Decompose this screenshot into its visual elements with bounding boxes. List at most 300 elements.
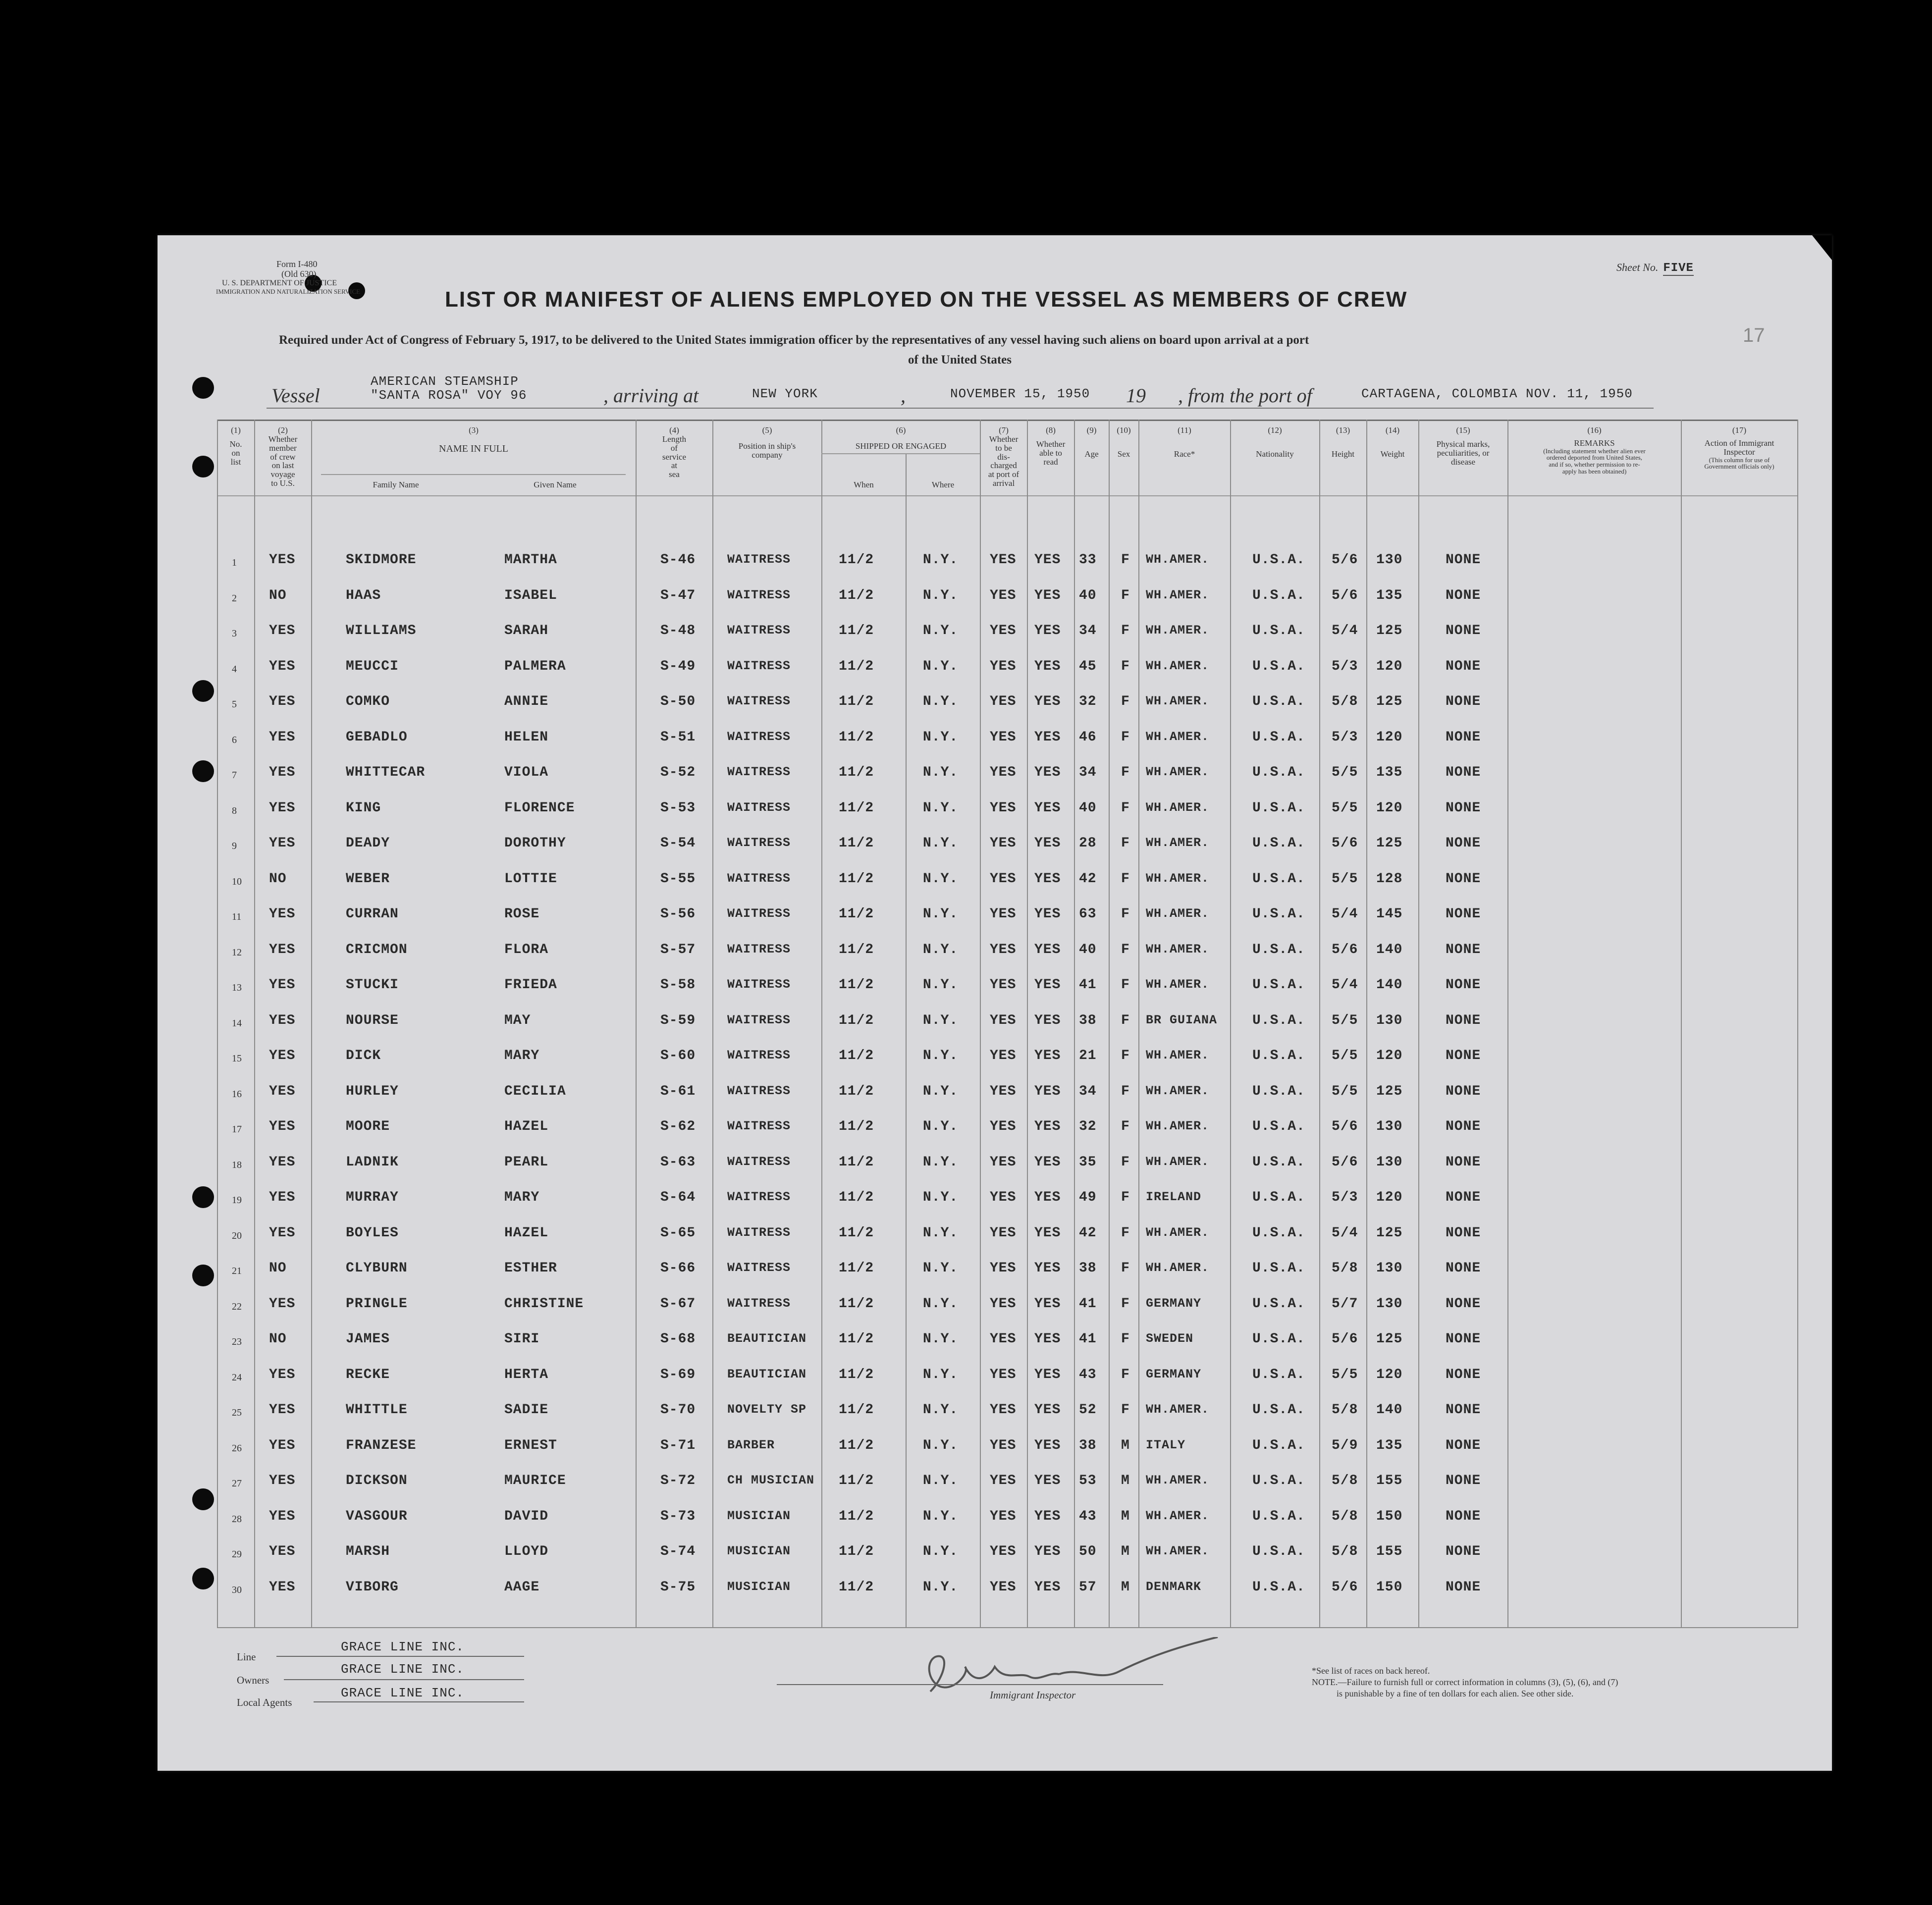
length-of-service: S-61 (660, 1083, 696, 1099)
length-of-service: S-49 (660, 658, 696, 674)
family-name: MURRAY (346, 1190, 399, 1205)
height: 5/4 (1332, 906, 1358, 922)
header-inspector-action (1681, 426, 1797, 470)
race: WH.AMER. (1146, 623, 1210, 637)
given-name: FLORA (504, 942, 549, 957)
header-line: able to (1039, 448, 1062, 458)
owners-label: Owners (237, 1674, 269, 1686)
crew-number: 25 (232, 1407, 242, 1418)
sex: F (1121, 1402, 1130, 1418)
punch-hole (192, 456, 214, 477)
weight: 150 (1376, 1579, 1403, 1595)
crew-member-last-voyage: YES (269, 1225, 296, 1241)
physical-marks: NONE (1446, 1261, 1481, 1276)
shipped-where: N.Y. (923, 871, 959, 887)
header-line: sea (669, 470, 680, 479)
length-of-service: S-65 (660, 1225, 696, 1241)
race: WH.AMER. (1146, 1154, 1210, 1169)
sex: M (1121, 1437, 1130, 1453)
race: WH.AMER. (1146, 906, 1210, 921)
nationality: U.S.A. (1252, 1119, 1305, 1134)
race: WH.AMER. (1146, 1402, 1210, 1417)
shipped-when: 11/2 (839, 1012, 874, 1028)
length-of-service: S-63 (660, 1154, 696, 1170)
header-line: (5) (762, 425, 772, 435)
race: SWEDEN (1146, 1331, 1194, 1346)
to-be-discharged: YES (990, 942, 1017, 957)
header-line: Action of Immigrant (1704, 438, 1774, 448)
weight: 120 (1376, 800, 1403, 816)
height: 5/5 (1332, 1367, 1358, 1382)
requirement-line-1: Required under Act of Congress of February 5, 1917, to be delivered to the United States immigration officer by the representatives of any vessel having such aliens on board upon arrival at a port (279, 333, 1309, 347)
age: 46 (1079, 729, 1097, 745)
crew-member-last-voyage: YES (269, 1048, 296, 1063)
weight: 125 (1376, 623, 1403, 638)
shipped-where: N.Y. (923, 1012, 959, 1028)
shipped-where: N.Y. (923, 1261, 959, 1276)
able-to-read: YES (1034, 871, 1061, 887)
position: MUSICIAN (727, 1544, 791, 1558)
able-to-read: YES (1034, 694, 1061, 709)
physical-marks: NONE (1446, 1154, 1481, 1170)
position: MUSICIAN (727, 1508, 791, 1523)
given-name: HELEN (504, 729, 549, 745)
weight: 135 (1376, 765, 1403, 780)
to-be-discharged: YES (990, 1225, 1017, 1241)
to-be-discharged: YES (990, 977, 1017, 993)
race: WH.AMER. (1146, 1261, 1210, 1275)
length-of-service: S-58 (660, 977, 696, 993)
header-line: list (230, 457, 241, 467)
to-be-discharged: YES (990, 1190, 1017, 1205)
weight: 145 (1376, 906, 1403, 922)
shipped-where: N.Y. (923, 1190, 959, 1205)
weight: 155 (1376, 1473, 1403, 1488)
header-line: apply has been obtained) (1562, 467, 1627, 475)
crew-number: 1 (232, 557, 237, 568)
sex: F (1121, 1154, 1130, 1170)
shipped-when: 11/2 (839, 1437, 874, 1453)
shipped-when: 11/2 (839, 1402, 874, 1418)
arrival-date: NOVEMBER 15, 1950 (950, 386, 1090, 401)
nationality: U.S.A. (1252, 1473, 1305, 1488)
crew-member-last-voyage: YES (269, 1012, 296, 1028)
sex: M (1121, 1544, 1130, 1559)
position: WAITRESS (727, 1190, 791, 1204)
department: U. S. DEPARTMENT OF JUSTICE (222, 279, 337, 287)
height: 5/4 (1332, 623, 1358, 638)
shipped-where: N.Y. (923, 552, 959, 568)
position: BEAUTICIAN (727, 1331, 807, 1346)
crew-member-last-voyage: YES (269, 836, 296, 851)
shipped-where: N.Y. (923, 1508, 959, 1524)
crew-number: 22 (232, 1301, 242, 1312)
crew-member-last-voyage: YES (269, 942, 296, 957)
given-name: LLOYD (504, 1544, 549, 1559)
given-name: PEARL (504, 1154, 549, 1170)
header-discharged (980, 426, 1027, 488)
able-to-read: YES (1034, 1083, 1061, 1099)
page-mark: 17 (1743, 324, 1765, 346)
shipped-where: N.Y. (923, 1048, 959, 1063)
sex: F (1121, 1261, 1130, 1276)
crew-member-last-voyage: YES (269, 977, 296, 993)
given-name: MARY (504, 1190, 540, 1205)
position: WAITRESS (727, 1048, 791, 1062)
length-of-service: S-53 (660, 800, 696, 816)
header-line: (16) (1587, 425, 1602, 435)
length-of-service: S-48 (660, 623, 696, 638)
sex: F (1121, 1119, 1130, 1134)
crew-number: 15 (232, 1053, 242, 1064)
sex: F (1121, 871, 1130, 887)
header-line: ordered deported from United States, (1546, 454, 1643, 462)
shipped-when: 11/2 (839, 694, 874, 709)
to-be-discharged: YES (990, 1261, 1017, 1276)
header-sex (1109, 426, 1138, 459)
nationality: U.S.A. (1252, 587, 1305, 603)
shipped-where: N.Y. (923, 765, 959, 780)
length-of-service: S-56 (660, 906, 696, 922)
sex: F (1121, 1190, 1130, 1205)
vessel-label: Vessel (271, 384, 320, 407)
crew-member-last-voyage: YES (269, 729, 296, 745)
table-row (158, 588, 1792, 608)
note-races: *See list of races on back hereof. (1312, 1666, 1430, 1676)
physical-marks: NONE (1446, 1402, 1481, 1418)
height: 5/6 (1332, 942, 1358, 957)
to-be-discharged: YES (990, 1331, 1017, 1347)
to-be-discharged: YES (990, 729, 1017, 745)
position: WAITRESS (727, 587, 791, 602)
crew-number: 12 (232, 947, 242, 958)
shipped-where: N.Y. (923, 942, 959, 957)
nationality: U.S.A. (1252, 1508, 1305, 1524)
race: GERMANY (1146, 1367, 1202, 1381)
length-of-service: S-47 (660, 587, 696, 603)
nationality: U.S.A. (1252, 765, 1305, 780)
age: 35 (1079, 1154, 1097, 1170)
crew-number: 10 (232, 876, 242, 887)
year-label: 19 (1126, 384, 1146, 407)
to-be-discharged: YES (990, 587, 1017, 603)
crew-number: 26 (232, 1442, 242, 1454)
shipped-when: 11/2 (839, 1331, 874, 1347)
given-name: CECILIA (504, 1083, 566, 1099)
physical-marks: NONE (1446, 1367, 1481, 1382)
height: 5/3 (1332, 658, 1358, 674)
height: 5/5 (1332, 800, 1358, 816)
length-of-service: S-60 (660, 1048, 696, 1063)
family-name: STUCKI (346, 977, 399, 993)
crew-number: 7 (232, 770, 237, 781)
header-line: (7) (999, 425, 1009, 435)
family-name: NOURSE (346, 1012, 399, 1028)
height: 5/6 (1332, 1579, 1358, 1595)
position: WAITRESS (727, 800, 791, 815)
physical-marks: NONE (1446, 1048, 1481, 1063)
position: MUSICIAN (727, 1579, 791, 1594)
table-row (158, 1225, 1792, 1245)
physical-marks: NONE (1446, 1012, 1481, 1028)
header-line: Physical marks, (1436, 439, 1490, 449)
able-to-read: YES (1034, 942, 1061, 957)
family-name: RECKE (346, 1367, 390, 1382)
shipped-when: 11/2 (839, 587, 874, 603)
shipped-when: 11/2 (839, 871, 874, 887)
shipped-where: N.Y. (923, 1331, 959, 1347)
table-row (158, 1438, 1792, 1458)
crew-member-last-voyage: YES (269, 1154, 296, 1170)
age: 32 (1079, 694, 1097, 709)
able-to-read: YES (1034, 765, 1061, 780)
weight: 120 (1376, 1367, 1403, 1382)
age: 28 (1079, 836, 1097, 851)
header-shipped (822, 426, 980, 451)
table-row (158, 730, 1792, 749)
nationality: U.S.A. (1252, 942, 1305, 957)
physical-marks: NONE (1446, 694, 1481, 709)
able-to-read: YES (1034, 658, 1061, 674)
header-line: and if so, whether permission to re- (1549, 460, 1640, 468)
weight: 140 (1376, 1402, 1403, 1418)
able-to-read: YES (1034, 1473, 1061, 1488)
weight: 130 (1376, 1119, 1403, 1134)
crew-member-last-voyage: YES (269, 800, 296, 816)
height: 5/8 (1332, 1508, 1358, 1524)
height: 5/3 (1332, 729, 1358, 745)
crew-number: 13 (232, 982, 242, 993)
header-when: When (854, 480, 874, 489)
race: WH.AMER. (1146, 765, 1210, 779)
arriving-port: NEW YORK (752, 386, 818, 401)
family-name: HAAS (346, 587, 381, 603)
crew-number: 6 (232, 734, 237, 745)
family-name: WILLIAMS (346, 623, 417, 638)
header-no (218, 426, 254, 466)
header-line: Inspector (1723, 447, 1755, 457)
owners-rule (284, 1679, 524, 1680)
crew-number: 11 (232, 911, 242, 922)
physical-marks: NONE (1446, 587, 1481, 603)
nationality: U.S.A. (1252, 1261, 1305, 1276)
height: 5/6 (1332, 1119, 1358, 1134)
crew-number: 17 (232, 1124, 242, 1135)
length-of-service: S-57 (660, 942, 696, 957)
family-name: CRICMON (346, 942, 408, 957)
length-of-service: S-52 (660, 765, 696, 780)
header-line: (11) (1178, 425, 1191, 435)
page-title: LIST OR MANIFEST OF ALIENS EMPLOYED ON THE VESSEL AS MEMBERS OF CREW (445, 287, 1408, 312)
shipped-when: 11/2 (839, 1296, 874, 1312)
weight: 120 (1376, 658, 1403, 674)
crew-member-last-voyage: YES (269, 1402, 296, 1418)
weight: 130 (1376, 552, 1403, 568)
agents-rule (314, 1701, 524, 1702)
header-given-name: Given Name (534, 480, 577, 489)
given-name: SIRI (504, 1331, 540, 1347)
nationality: U.S.A. (1252, 552, 1305, 568)
position: WAITRESS (727, 1012, 791, 1027)
header-line: (10) (1117, 425, 1131, 435)
nationality: U.S.A. (1252, 836, 1305, 851)
race: DENMARK (1146, 1579, 1202, 1594)
header-line: voyage (270, 470, 295, 479)
crew-number: 18 (232, 1159, 242, 1170)
shipped-when: 11/2 (839, 1367, 874, 1382)
height: 5/8 (1332, 1544, 1358, 1559)
position: WAITRESS (727, 623, 791, 637)
weight: 125 (1376, 1083, 1403, 1099)
header-crew-member (255, 426, 311, 488)
shipped-when: 11/2 (839, 729, 874, 745)
sex: M (1121, 1473, 1130, 1488)
note-penalty-cont: is punishable by a fine of ten dollars for each alien. See other side. (1337, 1689, 1574, 1698)
sex: F (1121, 1083, 1130, 1099)
crew-member-last-voyage: NO (269, 587, 287, 603)
physical-marks: NONE (1446, 1296, 1481, 1312)
table-row (158, 1580, 1792, 1599)
able-to-read: YES (1034, 1437, 1061, 1453)
given-name: ANNIE (504, 694, 549, 709)
age: 34 (1079, 765, 1097, 780)
weight: 125 (1376, 836, 1403, 851)
weight: 135 (1376, 587, 1403, 603)
age: 33 (1079, 552, 1097, 568)
age: 38 (1079, 1437, 1097, 1453)
able-to-read: YES (1034, 1367, 1061, 1382)
header-where: Where (931, 480, 955, 489)
to-be-discharged: YES (990, 1579, 1017, 1595)
family-name: WEBER (346, 871, 390, 887)
crew-member-last-voyage: YES (269, 623, 296, 638)
race: WH.AMER. (1146, 694, 1210, 708)
to-be-discharged: YES (990, 1048, 1017, 1063)
position: WAITRESS (727, 552, 791, 567)
shipped-where: N.Y. (923, 1402, 959, 1418)
race: WH.AMER. (1146, 1119, 1210, 1133)
sex: F (1121, 552, 1130, 568)
age: 42 (1079, 871, 1097, 887)
physical-marks: NONE (1446, 1225, 1481, 1241)
given-name: ERNEST (504, 1437, 557, 1453)
age: 52 (1079, 1402, 1097, 1418)
sex: F (1121, 623, 1130, 638)
given-name: HAZEL (504, 1225, 549, 1241)
agents-label: Local Agents (237, 1696, 292, 1708)
form-number: Form I-480 (276, 259, 318, 269)
to-be-discharged: YES (990, 1402, 1017, 1418)
weight: 155 (1376, 1544, 1403, 1559)
length-of-service: S-54 (660, 836, 696, 851)
header-read (1027, 426, 1074, 466)
height: 5/6 (1332, 587, 1358, 603)
header-line: (12) (1268, 425, 1282, 435)
physical-marks: NONE (1446, 1331, 1481, 1347)
shipped-where: N.Y. (923, 1296, 959, 1312)
physical-marks: NONE (1446, 552, 1481, 568)
position: BEAUTICIAN (727, 1367, 807, 1381)
weight: 140 (1376, 942, 1403, 957)
given-name: ISABEL (504, 587, 557, 603)
sex: F (1121, 694, 1130, 709)
nationality: U.S.A. (1252, 623, 1305, 638)
weight: 120 (1376, 1190, 1403, 1205)
sex: F (1121, 1225, 1130, 1241)
family-name: DICK (346, 1048, 381, 1063)
able-to-read: YES (1034, 1012, 1061, 1028)
crew-number: 8 (232, 805, 237, 816)
sex: F (1121, 1012, 1130, 1028)
age: 50 (1079, 1544, 1097, 1559)
line-label: Line (237, 1651, 256, 1663)
height: 5/3 (1332, 1190, 1358, 1205)
weight: 130 (1376, 1261, 1403, 1276)
shipped-when: 11/2 (839, 836, 874, 851)
given-name: DOROTHY (504, 836, 566, 851)
position: WAITRESS (727, 729, 791, 744)
shipped-when: 11/2 (839, 765, 874, 780)
table-row (158, 871, 1792, 891)
header-line: Whether (268, 434, 298, 444)
weight: 135 (1376, 1437, 1403, 1453)
weight: 130 (1376, 1154, 1403, 1170)
header-line: charged (990, 461, 1017, 471)
given-name: MARTHA (504, 552, 557, 568)
header-weight (1367, 426, 1418, 459)
able-to-read: YES (1034, 729, 1061, 745)
sex: F (1121, 658, 1130, 674)
height: 5/8 (1332, 1261, 1358, 1276)
length-of-service: S-71 (660, 1437, 696, 1453)
shipped-when: 11/2 (839, 623, 874, 638)
header-line: dis- (997, 452, 1010, 462)
header-line: on (231, 448, 240, 458)
shipped-when: 11/2 (839, 1579, 874, 1595)
age: 49 (1079, 1190, 1097, 1205)
to-be-discharged: YES (990, 765, 1017, 780)
position: WAITRESS (727, 1225, 791, 1240)
position: WAITRESS (727, 836, 791, 850)
table-top-rule (217, 420, 1797, 421)
able-to-read: YES (1034, 977, 1061, 993)
sheet-label: Sheet No. (1616, 261, 1659, 273)
able-to-read: YES (1034, 1579, 1061, 1595)
shipped-where: N.Y. (923, 836, 959, 851)
nationality: U.S.A. (1252, 977, 1305, 993)
able-to-read: YES (1034, 1331, 1061, 1347)
age: 40 (1079, 587, 1097, 603)
given-name: ESTHER (504, 1261, 557, 1276)
table-row (158, 836, 1792, 855)
shipped-when: 11/2 (839, 1048, 874, 1063)
crew-number: 19 (232, 1195, 242, 1206)
position: WAITRESS (727, 906, 791, 921)
able-to-read: YES (1034, 623, 1061, 638)
nationality: U.S.A. (1252, 1296, 1305, 1312)
header-line: Position in ship's (738, 441, 796, 451)
header-line: (9) (1086, 425, 1097, 435)
race: WH.AMER. (1146, 836, 1210, 850)
header-line: Nationality (1256, 449, 1294, 459)
shipped-when: 11/2 (839, 1261, 874, 1276)
family-name: WHITTLE (346, 1402, 408, 1418)
height: 5/5 (1332, 1012, 1358, 1028)
weight: 120 (1376, 1048, 1403, 1063)
race: WH.AMER. (1146, 800, 1210, 815)
header-line: (14) (1385, 425, 1400, 435)
physical-marks: NONE (1446, 623, 1481, 638)
